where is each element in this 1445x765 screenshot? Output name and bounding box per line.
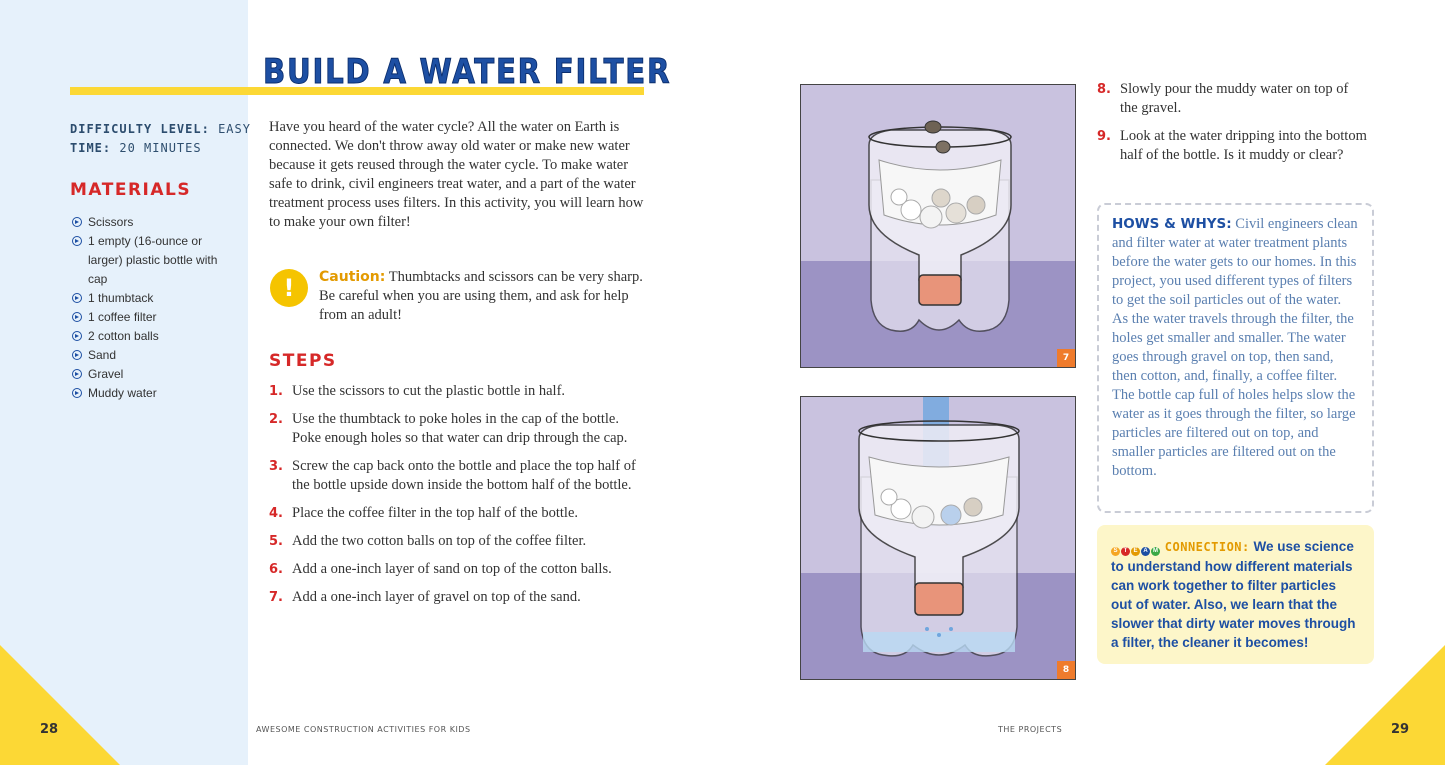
illustration-step-8: [800, 396, 1076, 680]
list-item: Scissors: [72, 213, 222, 232]
list-item: Sand: [72, 346, 222, 365]
hows-label: HOWS & WHYS:: [1112, 216, 1232, 232]
step-item: 3. Screw the cap back onto the bottle and place the top half of the bottle upside down inside the bottom half of the bottle.: [269, 458, 636, 493]
list-item: 1 empty (16-ounce or larger) plastic bottle with cap: [72, 232, 222, 289]
list-item: 1 coffee filter: [72, 308, 222, 327]
time-label: TIME:: [70, 141, 112, 155]
steps-list-continued: [1097, 80, 1367, 174]
difficulty-label: DIFFICULTY LEVEL:: [70, 122, 210, 136]
step-item: 4. Place the coffee filter in the top half of the bottle.: [269, 505, 578, 521]
step-item: 8. Slowly pour the muddy water on top of the gravel.: [1097, 81, 1349, 116]
footer-book-title: AWESOME CONSTRUCTION ACTIVITIES FOR KIDS: [256, 725, 471, 734]
step-badge: 7: [1057, 349, 1075, 367]
corner-decoration-left: [0, 645, 120, 765]
activity-meta: [70, 120, 251, 158]
steam-text: We use science to understand how different materials can work together to filter particles out of water. Also, we learn that the slower that dirty water moves through a filter, the cleaner it becomes!: [1111, 539, 1356, 650]
steam-connection-box: [1097, 525, 1374, 664]
page-number-left: 28: [40, 722, 59, 737]
arrow-bullet-icon: [72, 312, 82, 322]
intro-paragraph: Have you heard of the water cycle? All the water on Earth is connected. We don't throw away old water or make new water because it gets reused through the water cycle. To make water safe to drink, civil engineers treat water, and a part of the water treatment process uses filters. In this activity, you will learn how to make your own filter!: [269, 119, 644, 230]
steps-list: [269, 382, 644, 616]
arrow-bullet-icon: [72, 350, 82, 360]
hows-and-whys-box: [1097, 203, 1374, 513]
illustration-step-7: [800, 84, 1076, 368]
steps-heading: STEPS: [269, 351, 337, 371]
materials-heading: MATERIALS: [70, 180, 192, 200]
arrow-bullet-icon: [72, 217, 82, 227]
page-number-right: 29: [1391, 722, 1410, 737]
list-item: 2 cotton balls: [72, 327, 222, 346]
caution-icon: !: [270, 269, 308, 307]
caution-label: Caution:: [319, 269, 386, 285]
materials-list: [72, 213, 222, 403]
step-item: 7. Add a one-inch layer of gravel on top of the sand.: [269, 589, 581, 605]
time-row: [70, 139, 251, 158]
arrow-bullet-icon: [72, 388, 82, 398]
steam-label: CONNECTION:: [1164, 540, 1250, 554]
list-item: 1 thumbtack: [72, 289, 222, 308]
footer-section-title: THE PROJECTS: [998, 725, 1063, 734]
list-item: Gravel: [72, 365, 222, 384]
arrow-bullet-icon: [72, 236, 82, 246]
caution-text: Thumbtacks and scissors can be very sharp. Be careful when you are using them, and ask for help from an adult!: [319, 269, 643, 323]
bottle-filter-illustration: [801, 85, 1076, 368]
step-item: 6. Add a one-inch layer of sand on top of the cotton balls.: [269, 561, 612, 577]
bottle-filter-illustration: [801, 397, 1076, 680]
arrow-bullet-icon: [72, 331, 82, 341]
time-value: 20 MINUTES: [119, 141, 202, 155]
step-item: 2. Use the thumbtack to poke holes in the cap of the bottle. Poke enough holes so that water can drip through the cap.: [269, 411, 628, 446]
list-item: Muddy water: [72, 384, 222, 403]
step-badge: 8: [1057, 661, 1075, 679]
arrow-bullet-icon: [72, 369, 82, 379]
step-item: 5. Add the two cotton balls on top of the coffee filter.: [269, 533, 587, 549]
step-item: 1. Use the scissors to cut the plastic bottle in half.: [269, 383, 566, 399]
page-title: BUILD A WATER FILTER: [263, 52, 672, 92]
caution-note: [319, 268, 644, 325]
difficulty-row: [70, 120, 251, 139]
arrow-bullet-icon: [72, 293, 82, 303]
steam-letters-icon: S T E A M: [1111, 538, 1161, 557]
difficulty-value: EASY: [218, 122, 251, 136]
step-item: 9. Look at the water dripping into the bottom half of the bottle. Is it muddy or clear?: [1097, 128, 1367, 163]
hows-text: Civil engineers clean and filter water at water treatment plants before the water gets to our homes. In this project, you used different types of filters to get the soil particles out of the water. As the water travels through the filter, the holes get smaller and smaller. The water goes through gravel on top, then sand, then cotton, and, finally, a coffee filter. The bottle cap full of holes helps slow the water as it goes through the filter, so large particles are filtered out on top, and smaller particles are filtered out on the bottom.: [1112, 216, 1358, 479]
